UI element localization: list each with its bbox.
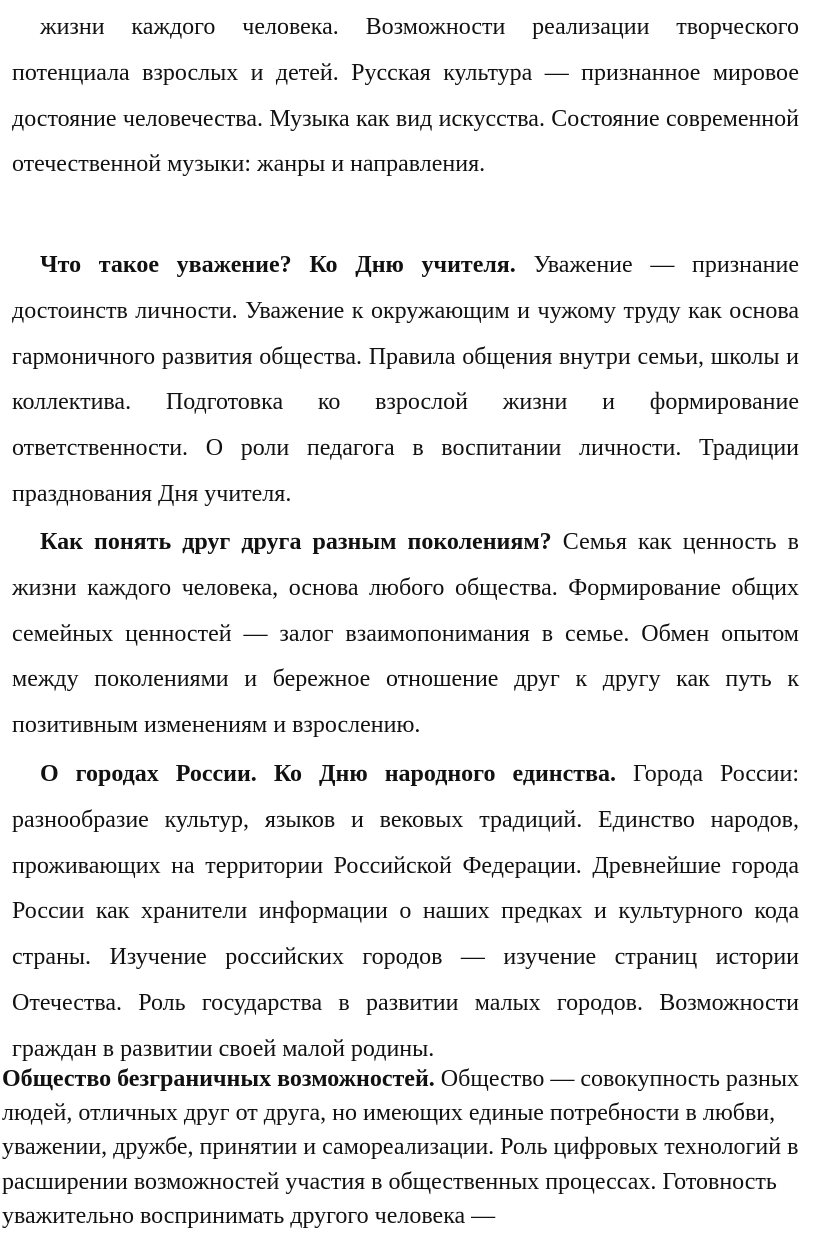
paragraph-society	[2, 1062, 802, 1233]
paragraph-respect	[12, 243, 799, 518]
paragraph-text: Города России: разнообразие культур, языков и вековых традиций. Единство народов, проживающих на территории Российской Федерации. Древнейшие города России как хранители информации о наших предках и культурного кода страны. Изучение российских городов — изучение страниц истории Отечества. Роль государства в развитии малых городов. Возможности граждан в развитии своей малой родины.	[12, 761, 799, 1062]
paragraph-heading: Что такое уважение? Ко Дню учителя.	[40, 252, 516, 278]
paragraph-text: Общество — совокупность разных людей, отличных друг от друга, но имеющих единые потребности в любви, уважении, дружбе, принятии и самореализации. Роль цифровых технологий в расширении возможностей участия в общественных процессах. Готовность уважительно воспринимать другого человека —	[2, 1066, 799, 1229]
paragraph-heading: Общество безграничных возможностей.	[2, 1066, 435, 1092]
paragraph-text: Уважение — признание достоинств личности. Уважение к окружающим и чужому труду как основа гармоничного развития общества. Правила общения внутри семьи, школы и коллектива. Подготовка ко взрослой жизни и формирование ответственности. О роли педагога в воспитании личности. Традиции празднования Дня учителя.	[12, 252, 799, 507]
paragraph-heading: О городах России. Ко Дню народного единства.	[40, 761, 617, 787]
paragraph-generations	[12, 520, 799, 749]
paragraph-text: жизни каждого человека. Возможности реализации творческого потенциала взрослых и детей. Русская культура — признанное мировое достояние человечества. Музыка как вид искусства. Состояние современной отечественной музыки: жанры и направления.	[12, 14, 799, 178]
paragraph-heading: Как понять друг друга разным поколениям?	[40, 529, 552, 555]
paragraph-text: Семья как ценность в жизни каждого человека, основа любого общества. Формирование общих семейных ценностей — залог взаимопонимания в семье. Обмен опытом между поколениями и бережное отношение друг к другу как путь к позитивным изменениям и взрослению.	[12, 529, 799, 739]
paragraph-cities	[12, 752, 799, 1073]
paragraph-culture	[12, 5, 799, 188]
